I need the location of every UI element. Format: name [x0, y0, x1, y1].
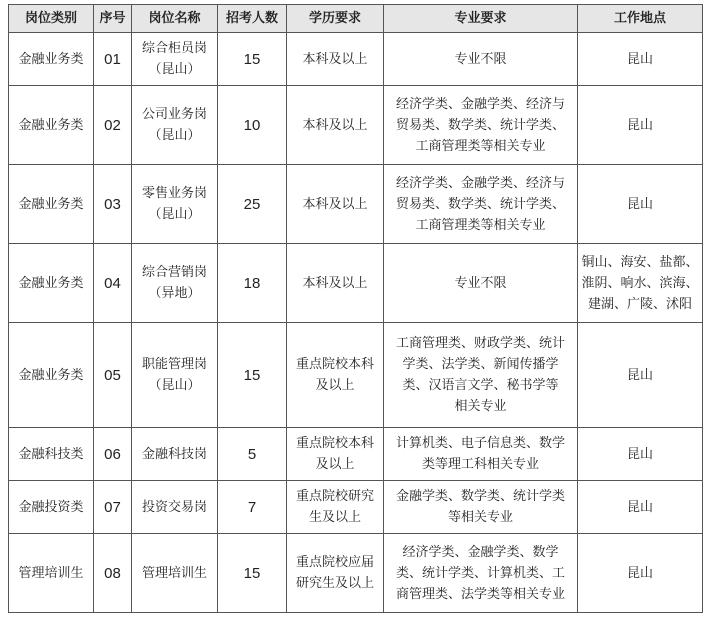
cell-education-line: 及以上	[315, 378, 355, 393]
cell-education-line: 重点院校应届	[295, 555, 374, 570]
cell-major-line: 相关专业	[454, 399, 507, 414]
cell-location	[578, 244, 703, 323]
cell-position	[132, 323, 218, 428]
cell-education-line: 重点院校研究	[295, 489, 374, 504]
cell-position-line: （昆山）	[148, 378, 201, 393]
cell-major-line: 经济学类、金融学类、经济与	[395, 175, 565, 191]
cell-education-line: 及以上	[315, 457, 355, 472]
cell-number: 06	[94, 428, 132, 481]
cell-count: 10	[218, 86, 287, 165]
cell-category: 管理培训生	[9, 534, 94, 613]
cell-major-line: 学类、法学类、新闻传播学	[402, 357, 559, 372]
cell-count: 18	[218, 244, 287, 323]
table-row	[9, 481, 703, 534]
cell-major-line: 工商管理类、财政学类、统计	[395, 336, 565, 351]
cell-position-line: （昆山）	[148, 128, 201, 143]
cell-education-line: 重点院校本科	[295, 357, 374, 372]
cell-major	[384, 165, 578, 244]
cell-major-line: 工商管理类等相关专业	[415, 138, 546, 154]
cell-number: 03	[94, 165, 132, 244]
table-row	[9, 86, 703, 165]
header-number: 序号	[94, 5, 132, 33]
cell-position-line: 综合柜员岗	[141, 41, 207, 56]
cell-location-line: 昆山	[626, 565, 653, 581]
table-body	[9, 33, 703, 613]
header-position: 岗位名称	[132, 5, 218, 33]
cell-major	[384, 86, 578, 165]
cell-number: 07	[94, 481, 132, 534]
cell-education	[287, 323, 384, 428]
cell-location	[578, 481, 703, 534]
cell-education	[287, 86, 384, 165]
cell-location	[578, 86, 703, 165]
cell-location-line: 昆山	[626, 499, 653, 515]
cell-number: 01	[94, 33, 132, 86]
cell-position	[132, 481, 218, 534]
table-row	[9, 33, 703, 86]
cell-location-line: 昆山	[626, 51, 653, 67]
cell-position	[132, 33, 218, 86]
table-row	[9, 165, 703, 244]
header-major: 专业要求	[384, 5, 578, 33]
cell-category: 金融业务类	[9, 323, 94, 428]
cell-major	[384, 323, 578, 428]
cell-major-line: 类等理工科相关专业	[421, 457, 539, 472]
cell-education-line: 重点院校本科	[295, 436, 374, 451]
table-row	[9, 244, 703, 323]
cell-position	[132, 244, 218, 323]
cell-category: 金融业务类	[9, 86, 94, 165]
recruitment-table	[8, 4, 703, 613]
cell-education	[287, 165, 384, 244]
cell-education-line: 本科及以上	[302, 196, 368, 212]
cell-major-line: 专业不限	[454, 275, 507, 291]
cell-location	[578, 428, 703, 481]
table-row	[9, 323, 703, 428]
cell-position-line: （昆山）	[148, 62, 201, 77]
cell-major-line: 专业不限	[454, 51, 507, 67]
cell-count: 15	[218, 534, 287, 613]
cell-count: 25	[218, 165, 287, 244]
cell-education	[287, 428, 384, 481]
header-count: 招考人数	[218, 5, 287, 33]
cell-position-line: 管理培训生	[141, 565, 207, 581]
cell-major-line: 贸易类、数学类、统计学类、	[395, 117, 565, 133]
cell-education	[287, 33, 384, 86]
cell-location	[578, 323, 703, 428]
cell-education-line: 本科及以上	[302, 275, 368, 291]
table-header-row	[9, 5, 703, 33]
cell-count: 5	[218, 428, 287, 481]
cell-number: 05	[94, 323, 132, 428]
cell-major-line: 金融学类、数学类、统计学类	[395, 489, 565, 504]
cell-education-line: 研究生及以上	[295, 576, 374, 591]
cell-position-line: 公司业务岗	[141, 107, 207, 122]
cell-major	[384, 428, 578, 481]
cell-major-line: 类、汉语言文学、秘书学等	[402, 378, 559, 393]
table-row	[9, 428, 703, 481]
header-education: 学历要求	[287, 5, 384, 33]
cell-position	[132, 428, 218, 481]
cell-major	[384, 534, 578, 613]
cell-count: 7	[218, 481, 287, 534]
cell-location	[578, 33, 703, 86]
cell-education-line: 本科及以上	[302, 51, 368, 67]
cell-major	[384, 244, 578, 323]
cell-major-line: 计算机类、电子信息类、数学	[395, 436, 565, 451]
cell-position	[132, 165, 218, 244]
cell-location-line: 昆山	[626, 446, 653, 462]
cell-position-line: （昆山）	[148, 207, 201, 222]
cell-count: 15	[218, 323, 287, 428]
cell-location-line: 铜山、海安、盐都、	[581, 254, 699, 270]
cell-category: 金融投资类	[9, 481, 94, 534]
cell-position	[132, 86, 218, 165]
cell-major-line: 贸易类、数学类、统计学类、	[395, 196, 565, 212]
cell-major-line: 工商管理类等相关专业	[415, 217, 546, 233]
cell-location	[578, 165, 703, 244]
cell-number: 04	[94, 244, 132, 323]
cell-category: 金融业务类	[9, 244, 94, 323]
cell-education	[287, 244, 384, 323]
cell-category: 金融业务类	[9, 33, 94, 86]
cell-position	[132, 534, 218, 613]
cell-position-line: 职能管理岗	[141, 357, 207, 372]
cell-major-line: 经济学类、金融学类、经济与	[395, 96, 565, 112]
cell-location-line: 昆山	[626, 117, 653, 133]
cell-location	[578, 534, 703, 613]
cell-position-line: 综合营销岗	[141, 265, 207, 280]
cell-location-line: 淮阴、响水、滨海、	[581, 275, 699, 291]
cell-major-line: 经济学类、金融学类、数学	[402, 544, 559, 560]
cell-education-line: 本科及以上	[302, 117, 368, 133]
cell-position-line: 零售业务岗	[141, 186, 207, 201]
cell-position-line: 投资交易岗	[141, 499, 207, 515]
cell-education	[287, 534, 384, 613]
table-row	[9, 534, 703, 613]
cell-category: 金融科技类	[9, 428, 94, 481]
cell-major-line: 类、统计学类、计算机类、工	[395, 565, 565, 581]
cell-number: 08	[94, 534, 132, 613]
cell-position-line: （异地）	[148, 286, 201, 301]
cell-number: 02	[94, 86, 132, 165]
cell-education	[287, 481, 384, 534]
cell-major-line: 等相关专业	[447, 510, 513, 525]
cell-location-line: 建湖、广陵、沭阳	[587, 296, 692, 312]
cell-location-line: 昆山	[626, 196, 653, 212]
header-category: 岗位类别	[9, 5, 94, 33]
cell-major	[384, 33, 578, 86]
header-location: 工作地点	[578, 5, 703, 33]
cell-major	[384, 481, 578, 534]
cell-position-line: 金融科技岗	[141, 446, 207, 462]
cell-location-line: 昆山	[626, 367, 653, 383]
cell-count: 15	[218, 33, 287, 86]
cell-category: 金融业务类	[9, 165, 94, 244]
cell-major-line: 商管理类、法学类等相关专业	[395, 586, 565, 602]
cell-education-line: 生及以上	[308, 510, 361, 525]
